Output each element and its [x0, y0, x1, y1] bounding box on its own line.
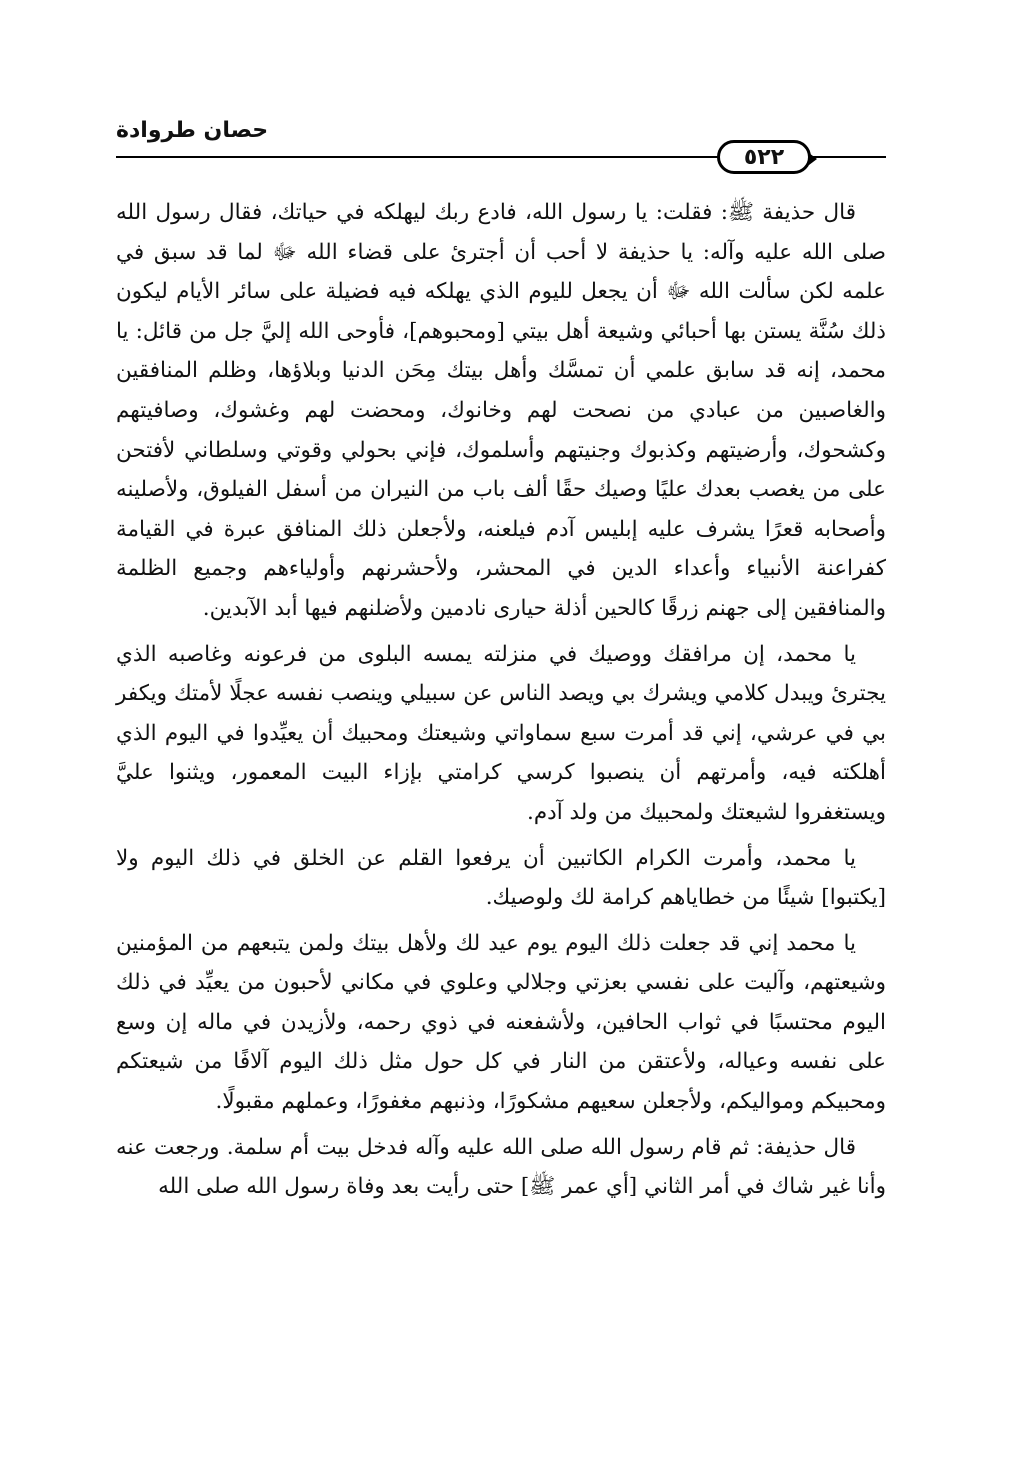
paragraph: يا محمد إني قد جعلت ذلك اليوم يوم عيد لك ولأهل بيتك ولمن يتبعهم من المؤمنين وشيعتهم، وآليت على نفسي بعزتي وجلالي وعلوي في مكاني لأحبون من يعيِّد في ذلك اليوم محتسبًا في ثواب الحافين، ولأشفعنه في ذوي رحمه، ولأزيدن في ماله إن وسع على نفسه وعياله، ولأعتقن من النار في كل حول مثل ذلك اليوم آلافًا من شيعتكم ومحبيكم ومواليكم، ولأجعلن سعيهم مشكورًا، وذنبهم مغفورًا، وعملهم مقبولًا.	[116, 930, 886, 1115]
page-number-badge: ٥٢٢	[717, 140, 811, 174]
paragraph: قال حذيفة ﷺ: فقلت: يا رسول الله، فادع ربك ليهلكه في حياتك، فقال رسول الله صلى الله عليه وآله: يا حذيفة لا أحب أن أجترئ على قضاء الله ﷻ لما قد سبق في علمه لكن سألت الله ﷻ أن يجعل لليوم الذي يهلكه فيه فضيلة على سائر الأيام ليكون ذلك سُنَّة يستن بها أحبائي وشيعة أهل بيتي [ومحبوهم]، فأوحى الله إليَّ جل من قائل: يا محمد، إنه قد سابق علمي أن تمسَّك وأهل بيتك مِحَن الدنيا وبلاؤها، وظلم المنافقين والغاصبين من عبادي من نصحت لهم وخانوك، ومحضت لهم وغشوك، وصافيتهم وكشحوك، وأرضيتهم وكذبوك وجنيتهم وأسلموك، فإني بحولي وقوتي وسلطاني لأفتحن على من يغصب بعدك عليًا وصيك حقًا ألف باب من النيران من أسفل الفيلوق، ولأصلينه وأصحابه قعرًا يشرف عليه إبليس آدم فيلعنه، ولأجعلن ذلك المنافق عبرة في القيامة كفراعنة الأنبياء وأعداء الدين في المحشر، ولأحشرنهم وأولياءهم وجميع الظلمة والمنافقين إلى جهنم زرقًا كالحين أذلة حيارى نادمين ولأضلنهم فيها أبد الآبدين.	[116, 200, 886, 621]
running-title: حصان طروادة	[116, 118, 269, 143]
body-text	[116, 193, 886, 1213]
paragraph: يا محمد، إن مرافقك ووصيك في منزلته يمسه البلوى من فرعونه وغاصبه الذي يجترئ ويبدل كلامي ويشرك بي ويصد الناس عن سبيلي وينصب نفسه عجلًا لأمتك ويكفر بي في عرشي، إني قد أمرت سبع سماواتي وشيعتك ومحبيك أن يعيِّدوا في اليوم الذي أهلكته فيه، وأمرتهم أن ينصبوا كرسي كرامتي بإزاء البيت المعمور، ويثنوا عليَّ ويستغفروا لشيعتك ولمحبيك من ولد آدم.	[116, 641, 886, 825]
paragraph: قال حذيفة: ثم قام رسول الله صلى الله عليه وآله فدخل بيت أم سلمة. ورجعت عنه وأنا غير شاك في أمر الثاني [أي عمر ﷺ] حتى رأيت بعد وفاة رسول الله صلى الله	[116, 1134, 886, 1200]
paragraph: يا محمد، وأمرت الكرام الكاتبين أن يرفعوا القلم عن الخلق في ذلك اليوم ولا [يكتبوا] شيئًا من خطاياهم كرامة لك ولوصيك.	[116, 845, 886, 911]
